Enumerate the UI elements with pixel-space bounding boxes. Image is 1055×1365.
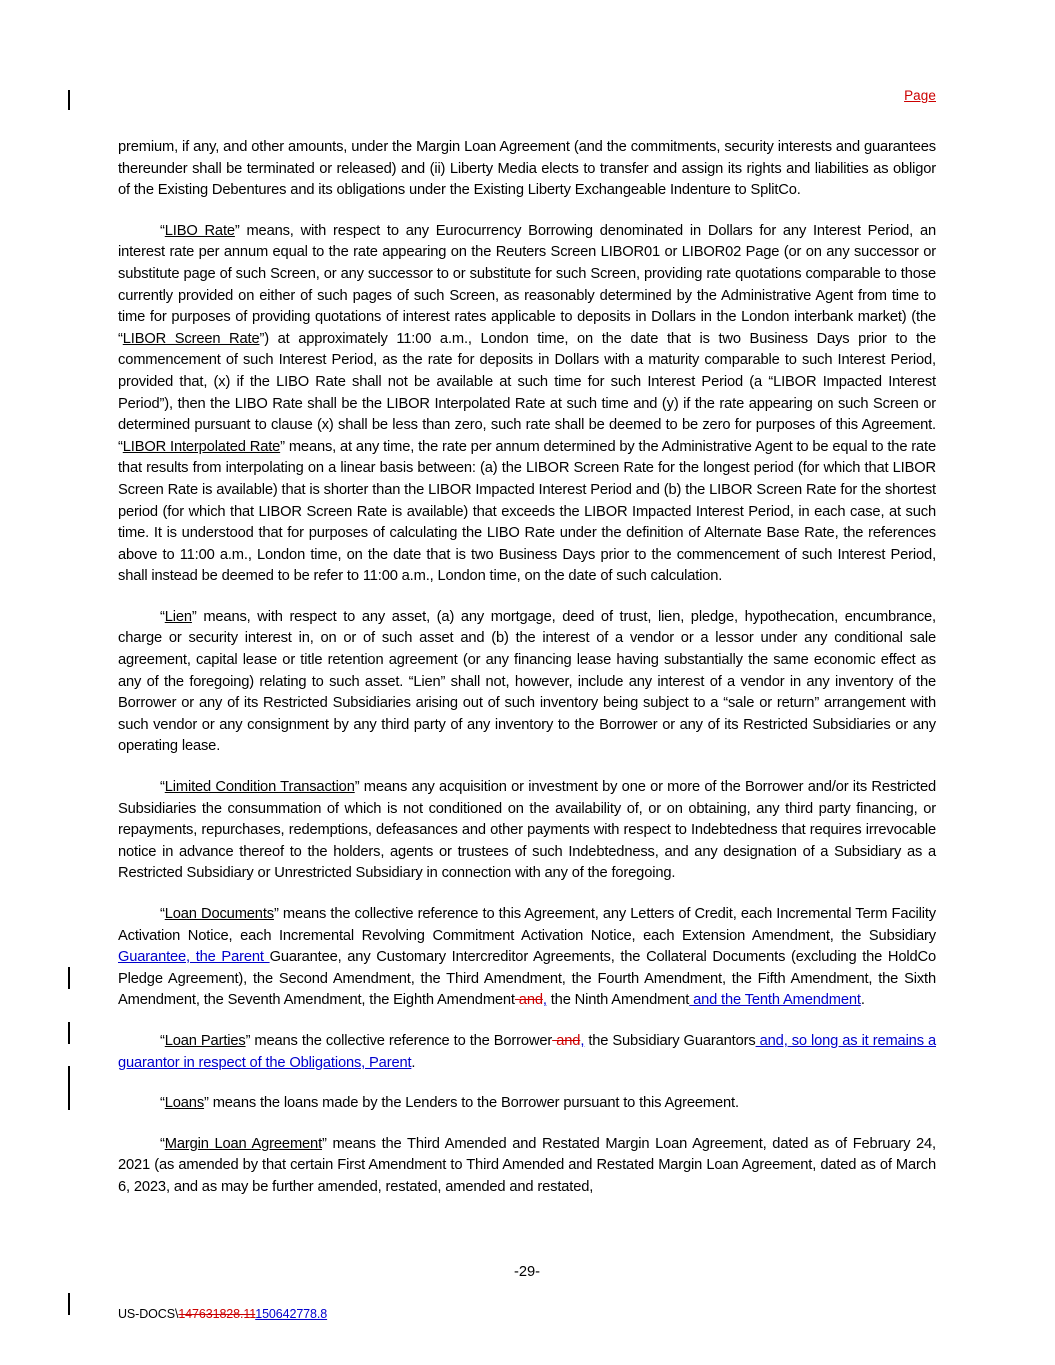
- footer-prefix: US-DOCS\: [118, 1307, 179, 1321]
- defined-term-loan-documents: Loan Documents: [164, 906, 274, 922]
- defined-term-limited-condition-transaction: Limited Condition Transaction: [164, 779, 355, 796]
- change-bar: [68, 90, 70, 110]
- margin-loan-agreement-text: ” means the Third Amended and Restated Margin Loan Agreement, dated as of February 24, 2021 (as amended by that certain First Amendment to Third Amended and Restated Margin Loan Agreement, dated as of March 6, 2023, and as may be further amended, restated, amended and restated,: [118, 1135, 936, 1195]
- libo-rate-text-c: ” means, at any time, the rate per annum determined by the Administrative Agent to be equal to the rate that results from interpolating on a linear basis between: (a) the LIBOR Screen Rate for the longest period (for which that LIBOR Screen Rate is available) that is shorter than the LIBOR Impacted Interest Period and (b) the LIBOR Screen Rate for the shortest period (for which that LIBOR Screen Rate is available) that exceeds the LIBOR Impacted Interest Period, in each case, at such time. It is understood that for purposes of calculating the LIBO Rate under the definition of Alternate Base Rate, the references above to 11:00 a.m., London time, on the date that is two Business Days prior to the commencement of such Interest Period, shall instead be deemed to be refer to 11:00 a.m., London time, on the date of such calculation.: [118, 438, 936, 585]
- defined-term-lien: Lien: [164, 608, 192, 625]
- paragraph-margin-loan-agreement: “Margin Loan Agreement” means the Third Amended and Restated Margin Loan Agreement, dated as of February 24, 2021 (as amended by that certain First Amendment to Third Amended and Restated Margin Loan Agreement, dated as of March 6, 2023, and as may be further amended, restated, amended and restated,: [118, 1135, 936, 1195]
- page-number: -29-: [513, 1264, 541, 1280]
- defined-term-loans: Loans: [164, 1095, 205, 1112]
- paragraph-lien: “Lien” means, with respect to any asset, (a) any mortgage, deed of trust, lien, pledge, hypothecation, encumbrance, charge or security interest in, on or of such asset and (b) the interest of a vendor or a lessor under any conditional sale agreement, capital lease or title retention agreement (or any financing lease having substantially the same economic effect as any of the foregoing) relating to such asset. “Lien” shall not, however, include any interest of a vendor in any inventory of the Borrower or any of its Restricted Subsidiaries arising out of such inventory being subject to a “sale or return” arrangement with such vendor or any consignment by any third party of any inventory to the Borrower or any of its Restricted Subsidiaries or any operating lease.: [118, 608, 936, 755]
- insertion-parent-guarantee: Guarantee, the Parent: [118, 949, 270, 966]
- insertion-comma-2: ,: [580, 1032, 585, 1049]
- change-bar: [68, 967, 70, 989]
- insertion-comma: ,: [542, 992, 547, 1009]
- change-bar: [68, 1066, 70, 1110]
- loan-documents-text-d: .: [860, 992, 865, 1009]
- lien-text: ” means, with respect to any asset, (a) any mortgage, deed of trust, lien, pledge, hypothecation, encumbrance, charge or security interest in, on or of such asset and (b) the interest of a vendor or a lessor under any conditional sale agreement, capital lease or title retention agreement (or any financing lease having substantially the same economic effect as any of the foregoing) relating to such asset. “Lien” shall not, however, include any interest of a vendor in any inventory of the Borrower or any of its Restricted Subsidiaries arising out of such inventory being subject to a “sale or return” arrangement with such vendor or any consignment by any third party of any inventory to the Borrower or any of its Restricted Subsidiaries or any operating lease.: [118, 608, 936, 755]
- footer-deleted-docnum: 147631828.11: [178, 1307, 256, 1321]
- change-bar: [68, 1022, 70, 1044]
- document-body: [118, 88, 936, 1321]
- insertion-parent-guarantor: and, so long as it remains a guarantor in respect of the Obligations, Parent: [118, 1032, 936, 1071]
- loan-parties-text-b: the Subsidiary Guarantors: [584, 1032, 756, 1049]
- loan-parties-text-a: ” means the collective reference to the Borrower: [245, 1032, 553, 1049]
- paragraph-loans: “Loans” means the loans made by the Lenders to the Borrower pursuant to this Agreement.: [160, 1095, 739, 1112]
- loan-documents-text-c: the Ninth Amendment: [546, 992, 690, 1009]
- defined-term-libor-screen-rate: LIBOR Screen Rate: [122, 330, 260, 347]
- paragraph-loan-parties: “Loan Parties” means the collective reference to the Borrower and, the Subsidiary Guarantors and, so long as it remains a guarantor in respect of the Obligations, Parent.: [118, 1032, 936, 1071]
- deletion-and: and: [514, 992, 543, 1009]
- limited-condition-transaction-text: ” means any acquisition or investment by one or more of the Borrower and/or its Restricted Subsidiaries the consummation of which is not conditioned on the availability of, or on obtaining, any third party financing, or repayments, repurchases, redemptions, defeasances and other payments with respect to Indebtedness that requires irrevocable notice in advance thereof to the holders, agents or trustees of such Indebtedness, and any designation of a Subsidiary as a Restricted Subsidiary or Unrestricted Subsidiary in connection with any of the foregoing.: [118, 779, 936, 882]
- paragraph-limited-condition-transaction: “Limited Condition Transaction” means any acquisition or investment by one or more of the Borrower and/or its Restricted Subsidiaries the consummation of which is not conditioned on the availability of, or on obtaining, any third party financing, or repayments, repurchases, redemptions, defeasances and other payments with respect to Indebtedness that requires irrevocable notice in advance thereof to the holders, agents or trustees of such Indebtedness, and any designation of a Subsidiary as a Restricted Subsidiary or Unrestricted Subsidiary in connection with any of the foregoing.: [118, 779, 936, 882]
- insertion-tenth-amendment: and the Tenth Amendment: [689, 992, 861, 1009]
- paragraph-libo-rate: “LIBO Rate” means, with respect to any Eurocurrency Borrowing denominated in Dollars for any Interest Period, an interest rate per annum equal to the rate appearing on the Reuters Screen LIBOR01 or LIBOR02 Page (or on any successor or substitute page of such Screen, or any successor to or substitute for such Screen, providing rate quotations comparable to those currently provided on either of such pages of such Screen, as reasonably determined by the Administrative Agent from time to time for purposes of providing quotations of interest rates applicable to deposits in Dollars in the London interbank market) (the “LIBOR Screen Rate”) at approximately 11:00 a.m., London time, on the date that is two Business Days prior to the commencement of such Interest Period, as the rate for deposits in Dollars with a maturity comparable to such Interest Period, provided that, (x) if the LIBO Rate shall not be available at such time for such Interest Period (a “LIBOR Impacted Interest Period”), then the LIBO Rate shall be the LIBOR Interpolated Rate at such time and (y) if the rate appearing on such Screen or determined pursuant to clause (x) shall be less than zero, such rate shall be deemed to be zero for purposes of this Agreement. “LIBOR Interpolated Rate” means, at any time, the rate per annum determined by the Administrative Agent to be equal to the rate that results from interpolating on a linear basis between: (a) the LIBOR Screen Rate for the longest period (for which that LIBOR Screen Rate is available) that is shorter than the LIBOR Impacted Interest Period and (b) the LIBOR Screen Rate for the shortest period (for which that LIBOR Screen Rate is available) that exceeds the LIBOR Impacted Interest Period, in each case, at such time. It is understood that for purposes of calculating the LIBO Rate under the definition of Alternate Base Rate, the references above to 11:00 a.m., London time, on the date that is two Business Days prior to the commencement of such Interest Period, shall instead be deemed to be refer to 11:00 a.m., London time, on the date of such calculation.: [118, 222, 936, 585]
- deletion-and-2: and: [552, 1032, 581, 1049]
- defined-term-libo-rate: LIBO Rate: [164, 222, 235, 239]
- loan-documents-text-a: ” means the collective reference to this Agreement, any Letters of Credit, each Incremental Term Facility Activation Notice, each Incremental Revolving Commitment Activation Notice, each Extension Amendment, the Subsidiary: [118, 906, 936, 944]
- paragraph-loan-documents: “Loan Documents” means the collective reference to this Agreement, any Letters of Credit, each Incremental Term Facility Activation Notice, each Incremental Revolving Commitment Activation Notice, each Extension Amendment, the Subsidiary Guarantee, the Parent Guarantee, any Customary Intercreditor Agreements, the Collateral Documents (excluding the HoldCo Pledge Agreement), the Second Amendment, the Third Amendment, the Fourth Amendment, the Fifth Amendment, the Sixth Amendment, the Seventh Amendment, the Eighth Amendment and, the Ninth Amendment and the Tenth Amendment.: [118, 906, 936, 1009]
- defined-term-libor-interpolated-rate: LIBOR Interpolated Rate: [122, 438, 281, 455]
- page-header-label: Page: [904, 88, 936, 103]
- libo-rate-text-b: ”) at approximately 11:00 a.m., London time, on the date that is two Business Days prior to the commencement of such Interest Period, as the rate for deposits in Dollars with a maturity comparable to such Interest Period, provided that, (x) if the LIBO Rate shall not be available at such time for such Interest Period (a “LIBOR Impacted Interest Period”), then the LIBO Rate shall be the LIBOR Interpolated Rate at such time and (y) if the rate appearing on such Screen or determined pursuant to clause (x) shall be less than zero, such rate shall be deemed to be zero for purposes of this Agreement. “: [118, 330, 936, 455]
- defined-term-loan-parties: Loan Parties: [164, 1032, 246, 1049]
- loan-parties-text-c: .: [411, 1054, 416, 1071]
- footer-inserted-docnum: 150642778.8: [255, 1307, 328, 1321]
- paragraph-premium: premium, if any, and other amounts, under the Margin Loan Agreement (and the commitments, security interests and guarantees thereunder shall be terminated or released) and (ii) Liberty Media elects to transfer and assign its rights and liabilities as obligor of the Existing Debentures and its obligations under the Existing Liberty Exchangeable Indenture to SplitCo.: [118, 139, 936, 199]
- document-footer: [118, 1307, 327, 1321]
- change-bar: [68, 1293, 70, 1315]
- loans-text: ” means the loans made by the Lenders to the Borrower pursuant to this Agreement.: [204, 1095, 739, 1112]
- loan-documents-text-b: Guarantee, any Customary Intercreditor Agreements, the Collateral Documents (excluding the HoldCo Pledge Agreement), the Second Amendment, the Third Amendment, the Fourth Amendment, the Fifth Amendment, the Sixth Amendment, the Seventh Amendment, the Eighth Amendment: [118, 949, 936, 1009]
- libo-rate-text-a: ” means, with respect to any Eurocurrency Borrowing denominated in Dollars for any Interest Period, an interest rate per annum equal to the rate appearing on the Reuters Screen LIBOR01 or LIBOR02 Page (or on any successor or substitute page of such Screen, or any successor to or substitute for such Screen, providing rate quotations comparable to those currently provided on either of such pages of such Screen, as reasonably determined by the Administrative Agent from time to time for purposes of providing quotations of interest rates applicable to deposits in Dollars in the London interbank market) (the “: [118, 222, 936, 347]
- defined-term-margin-loan-agreement: Margin Loan Agreement: [164, 1135, 322, 1152]
